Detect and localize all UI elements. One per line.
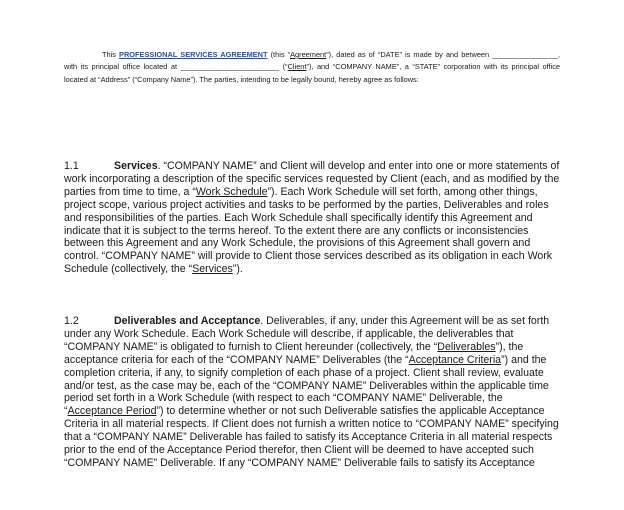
section-text: ”). Each Work Schedule will set forth, among other things, project scope, various project activities and tasks to be performed by the parties, Deliverables and roles and responsibilities of the parties. Each Work Schedule shall specifically identify this Agreement and indicate that it is subject to the terms hereof. To the extent there are any conflicts or inconsistencies between this Agreement and any Work Schedule, the provisions of this Agreement shall govern and control. “COMPANY NAME” will provide to Client those services described as its obligation in each Work Schedule (collectively, the “ <box>64 185 553 276</box>
section-number: 1.1 <box>64 160 79 172</box>
section-number: 1.2 <box>64 315 79 327</box>
defined-term-work-schedule: Work Schedule <box>195 185 268 198</box>
intro-text-3: ”), and “COMPANY NAME”, a “STATE” corporation with its principal office located at “Address” (“Company Name”). The parties, intending to be legally bound, hereby agree as follows: <box>64 62 561 84</box>
defined-term-services: Services <box>192 263 233 276</box>
agreement-title-link[interactable]: PROFESSIONAL SERVICES AGREEMENT <box>119 50 268 59</box>
section-text: . “COMPANY NAME” and Client will develop and enter into one or more statements of work incorporating a description of the specific services requested by Client (each, and as modified by the parties from time to time, a “ <box>64 160 560 198</box>
defined-term-acceptance-period: Acceptance Period <box>67 405 157 418</box>
section-text: ”), the acceptance criteria for each of the “COMPANY NAME” Deliverables (the “ <box>64 340 524 366</box>
defined-term-acceptance-criteria: Acceptance Criteria <box>408 353 502 366</box>
section-deliverables <box>64 315 560 470</box>
intro-text-1: (this “ <box>267 50 291 59</box>
section-text: ”) to determine whether or not such Deliverable satisfies the applicable Acceptance Criteria in all material respects. If Client does not furnish a written notice to “COMPANY NAME” specifying that a “COMPANY NAME” Deliverable has failed to satisfy its Acceptance Criteria in all material respects prior to the end of the Acceptance Period therefor, then Client will be deemed to have accepted such “COMPANY NAME” Deliverable. If any “COMPANY NAME” Deliverable fails to satisfy its Acceptance <box>64 405 559 469</box>
defined-term-agreement: Agreement <box>290 50 327 59</box>
defined-term-client: Client <box>287 62 307 72</box>
section-heading: Services <box>114 160 158 172</box>
section-heading: Deliverables and Acceptance <box>114 315 261 327</box>
section-text: ”) and the completion criteria, if any, to signify completion of each phase of a project. Client shall review, evaluate and/or test, as the case may be, each of the “COMPANY NAME” Deliverables within the applicable time period set forth in a Work Schedule (with respect to each “COMPANY NAME” Deliverable, the “ <box>64 353 549 418</box>
intro-lead: This <box>102 50 120 59</box>
defined-term-deliverables: Deliverables <box>437 340 496 353</box>
intro-text-2: ”), dated as of “DATE” is made by and between ________________, with its principal office located at ________________________ (“ <box>64 50 561 72</box>
section-services <box>64 160 560 276</box>
section-text: . Deliverables, if any, under this Agreement will be as set forth under any Work Schedule. Each Work Schedule will describe, if applicable, the deliverables that “COMPANY NAME” is obligated to furnish to Client hereunder (collectively, the “ <box>64 315 550 353</box>
intro-paragraph <box>64 49 560 86</box>
section-text: ”). <box>232 263 243 276</box>
